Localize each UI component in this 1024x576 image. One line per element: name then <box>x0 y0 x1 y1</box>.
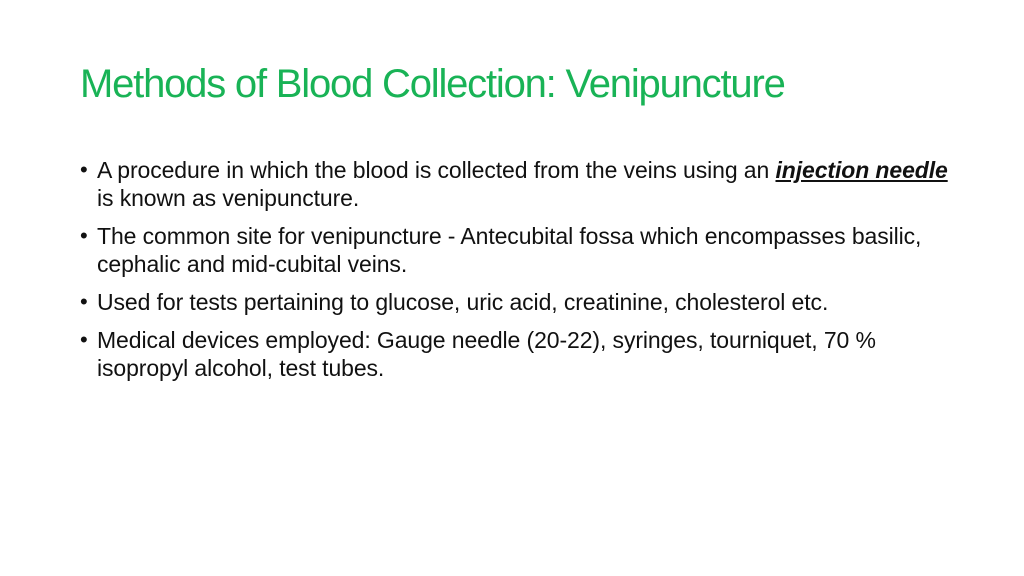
bullet-text: The common site for venipuncture - Antecubital fossa which encompasses basilic, cephalic and mid-cubital veins. <box>97 223 922 277</box>
bullet-text-part: A procedure in which the blood is collected from the veins using an <box>97 157 776 183</box>
bullet-text: Used for tests pertaining to glucose, uric acid, creatinine, cholesterol etc. <box>97 289 829 315</box>
slide-title: Methods of Blood Collection: Venipuncture <box>80 62 785 106</box>
bullet-text: Medical devices employed: Gauge needle (20-22), syringes, tourniquet, 70 % isopropyl alcohol, test tubes. <box>97 327 876 381</box>
emphasized-term: injection needle <box>775 157 948 183</box>
bullet-item-devices <box>80 326 960 382</box>
bullet-icon: • <box>80 289 88 314</box>
bullet-item-common-site <box>80 222 960 278</box>
bullet-item-procedure <box>80 156 960 212</box>
bullet-icon: • <box>80 157 88 182</box>
bullet-list <box>80 156 960 392</box>
bullet-icon: • <box>80 327 88 352</box>
bullet-icon: • <box>80 223 88 248</box>
bullet-item-tests <box>80 288 960 316</box>
bullet-text-part: is known as venipuncture. <box>97 185 360 211</box>
